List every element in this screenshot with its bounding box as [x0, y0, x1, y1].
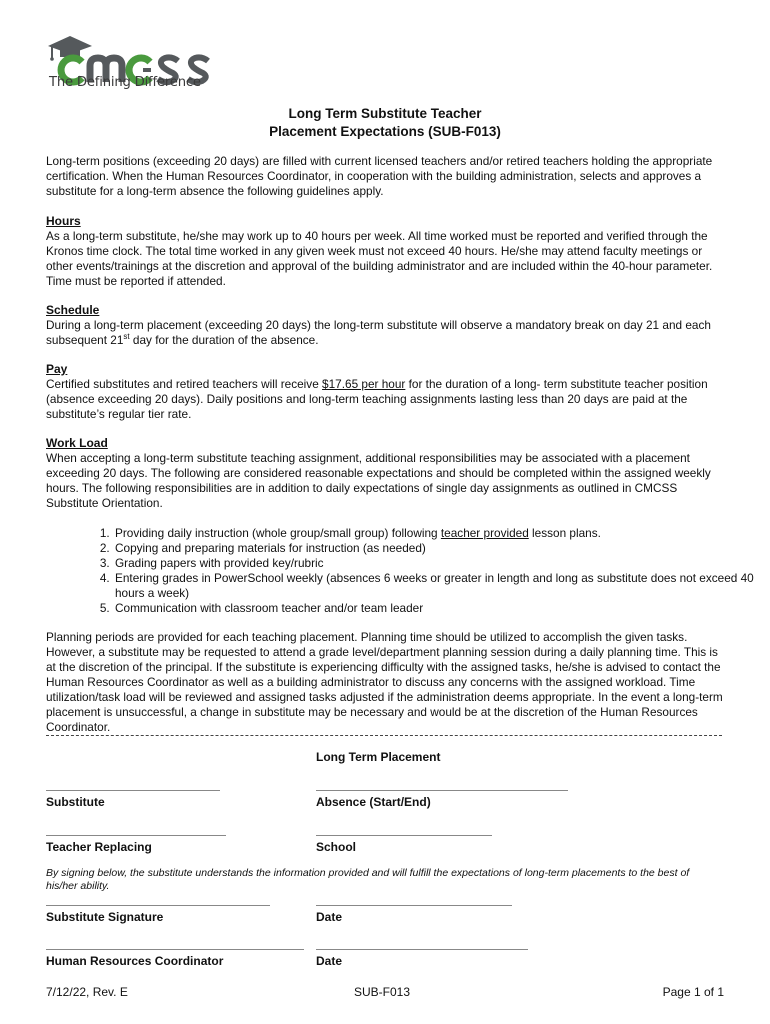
- substitute-line[interactable]: [46, 790, 220, 791]
- pay-paragraph: Certified substitutes and retired teachers will receive $17.65 per hour for the duration of a long- term substitute teacher position (absence exceeding 20 days). Daily positions and long-term teaching assignments lasting less than 20 days are paid at the substitute’s regular tier rate.: [46, 377, 708, 421]
- list-item: 1. Providing daily instruction (whole group/small group) following teacher provided lesson plans.: [113, 526, 770, 541]
- intro-paragraph: Long-term positions (exceeding 20 days) are filled with current licensed teachers and/or retired teachers holding the appropriate certification. When the Human Resources Coordinator, in cooperation with the building administration, selects and approves a substitute for a long-term absence the following guidelines apply.: [46, 154, 713, 198]
- planning-paragraph: Planning periods are provided for each teaching placement. Planning time should be utilized to accomplish the given tasks. However, a substitute may be requested to attend a grade level/department planning session during a daily planning time. This is at the discretion of the principal. If the substitute is experiencing difficulty with the assigned tasks, he/she is advised to contact the Human Resources Coordinator as well as a building administrator to discuss any concerns with the assigned workload. Time utilization/task load will be reviewed and assigned tasks adjusted if the administration deems appropriate. In the event a long-term placement is unsuccessful, a change in substitute may be necessary and would be at the discretion of the Human Resources Coordinator.: [46, 630, 723, 734]
- date-line-2[interactable]: [316, 949, 528, 950]
- school-line[interactable]: [316, 835, 492, 836]
- school-label: School: [316, 840, 357, 854]
- workload-list: [46, 526, 770, 616]
- workload-heading: Work Load: [46, 436, 108, 450]
- date-label-2: Date: [316, 954, 343, 968]
- document-title-line2: Placement Expectations (SUB-F013): [269, 124, 501, 139]
- hours-heading: Hours: [46, 214, 81, 228]
- substitute-signature-line[interactable]: [46, 905, 270, 906]
- substitute-label: Substitute: [46, 795, 105, 809]
- document-title-line1: Long Term Substitute Teacher: [288, 106, 482, 121]
- signature-disclaimer: By signing below, the substitute understands the information provided and will fulfill the expectations of long-term placements to the best of his/her ability.: [46, 867, 690, 892]
- list-item: 5. Communication with classroom teacher and/or team leader: [113, 601, 770, 616]
- footer-page-number: Page 1 of 1: [662, 985, 724, 999]
- absence-line[interactable]: [316, 790, 568, 791]
- pay-heading: Pay: [46, 362, 68, 376]
- hr-coordinator-label: Human Resources Coordinator: [46, 954, 224, 968]
- hours-paragraph: As a long-term substitute, he/she may work up to 40 hours per week. All time worked must be reported and verified through the Kronos time clock. The total time worked in any given week must not exceed 40 hours. He/she may attend faculty meetings or other events/trainings at the discretion and approval of the building administrator and are included within the 40-hour parameter. Time must be reported if attended.: [46, 229, 713, 288]
- hr-coordinator-line[interactable]: [46, 949, 304, 950]
- substitute-signature-label: Substitute Signature: [46, 910, 164, 924]
- logo-tagline: The Defining Difference: [49, 75, 201, 90]
- teacher-replacing-line[interactable]: [46, 835, 226, 836]
- footer-form-id: SUB-F013: [354, 985, 411, 999]
- footer-revision: 7/12/22, Rev. E: [46, 985, 128, 999]
- workload-paragraph: When accepting a long-term substitute teaching assignment, additional responsibilities may be associated with a placement exceeding 20 days. The following are considered reasonable expectations and should be completed within the assigned weekly hours. The following responsibilities are in addition to daily expectations of single day assignments as outlined in CMCSS Substitute Orientation.: [46, 451, 711, 510]
- list-item: 3. Grading papers with provided key/rubric: [113, 556, 770, 571]
- schedule-heading: Schedule: [46, 303, 100, 317]
- teacher-replacing-label: Teacher Replacing: [46, 840, 152, 854]
- form-title: Long Term Placement: [316, 750, 441, 764]
- absence-label: Absence (Start/End): [316, 795, 431, 809]
- date-line-1[interactable]: [316, 905, 512, 906]
- list-item: 2. Copying and preparing materials for instruction (as needed): [113, 541, 770, 556]
- pay-rate: $17.65 per hour: [322, 377, 406, 391]
- date-label-1: Date: [316, 910, 343, 924]
- list-item: 4. Entering grades in PowerSchool weekly (absences 6 weeks or greater in length and long as substitute does not exceed 40 hours a week): [113, 571, 770, 601]
- schedule-paragraph: During a long-term placement (exceeding 20 days) the long-term substitute will observe a mandatory break on day 21 and each subsequent 21st day for the duration of the absence.: [46, 318, 711, 347]
- section-divider: [46, 735, 722, 736]
